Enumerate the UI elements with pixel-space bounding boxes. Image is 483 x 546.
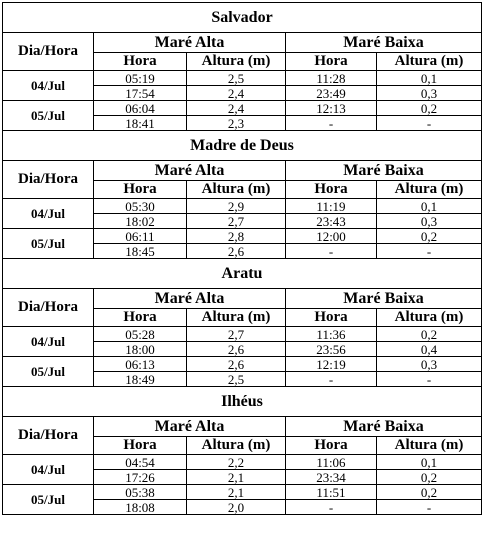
baixa-hora-header: Hora <box>286 53 377 71</box>
alta-altura-cell: 2,7 <box>187 327 286 342</box>
alta-altura-header: Altura (m) <box>187 437 286 455</box>
alta-altura-cell: 2,3 <box>187 116 286 131</box>
mare-baixa-header: Maré Baixa <box>286 161 482 181</box>
baixa-hora-cell: 12:00 <box>286 229 377 244</box>
group-header-row <box>3 417 482 437</box>
alta-altura-header: Altura (m) <box>187 309 286 327</box>
group-header-row <box>3 289 482 309</box>
group-header-row <box>3 33 482 53</box>
day-label: 04/Jul <box>3 71 94 101</box>
baixa-altura-header: Altura (m) <box>377 181 482 199</box>
alta-altura-cell: 2,6 <box>187 342 286 357</box>
baixa-altura-cell: 0,3 <box>377 214 482 229</box>
baixa-altura-cell: 0,3 <box>377 357 482 372</box>
baixa-hora-header: Hora <box>286 181 377 199</box>
baixa-altura-cell: 0,2 <box>377 101 482 116</box>
table-row <box>3 71 482 86</box>
baixa-hora-cell: 23:56 <box>286 342 377 357</box>
mare-alta-header: Maré Alta <box>94 417 286 437</box>
alta-altura-cell: 2,2 <box>187 455 286 470</box>
alta-hora-cell: 18:45 <box>94 244 187 259</box>
mare-alta-header: Maré Alta <box>94 161 286 181</box>
baixa-altura-cell: 0,1 <box>377 71 482 86</box>
day-label: 05/Jul <box>3 101 94 131</box>
tide-table-container <box>2 2 481 515</box>
group-header-row <box>3 161 482 181</box>
day-label: 04/Jul <box>3 327 94 357</box>
baixa-altura-header: Altura (m) <box>377 53 482 71</box>
alta-hora-cell: 05:38 <box>94 485 187 500</box>
alta-altura-cell: 2,8 <box>187 229 286 244</box>
baixa-hora-cell: 11:36 <box>286 327 377 342</box>
alta-altura-cell: 2,6 <box>187 357 286 372</box>
alta-hora-cell: 06:13 <box>94 357 187 372</box>
alta-altura-header: Altura (m) <box>187 53 286 71</box>
baixa-altura-cell: 0,2 <box>377 229 482 244</box>
baixa-hora-header: Hora <box>286 437 377 455</box>
day-label: 04/Jul <box>3 199 94 229</box>
mare-alta-header: Maré Alta <box>94 289 286 309</box>
alta-hora-header: Hora <box>94 181 187 199</box>
table-row <box>3 357 482 372</box>
alta-altura-cell: 2,4 <box>187 86 286 101</box>
baixa-hora-cell: 11:51 <box>286 485 377 500</box>
alta-altura-cell: 2,0 <box>187 500 286 515</box>
location-name: Madre de Deus <box>3 131 482 161</box>
alta-hora-cell: 04:54 <box>94 455 187 470</box>
baixa-hora-cell: - <box>286 244 377 259</box>
baixa-hora-cell: - <box>286 116 377 131</box>
baixa-hora-cell: 11:06 <box>286 455 377 470</box>
alta-altura-cell: 2,9 <box>187 199 286 214</box>
alta-hora-cell: 18:49 <box>94 372 187 387</box>
alta-altura-cell: 2,5 <box>187 71 286 86</box>
baixa-altura-header: Altura (m) <box>377 309 482 327</box>
baixa-altura-cell: - <box>377 500 482 515</box>
alta-altura-cell: 2,4 <box>187 101 286 116</box>
location-name: Salvador <box>3 3 482 33</box>
table-row <box>3 229 482 244</box>
day-label: 05/Jul <box>3 357 94 387</box>
day-label: 05/Jul <box>3 229 94 259</box>
table-row <box>3 455 482 470</box>
location-name: Aratu <box>3 259 482 289</box>
baixa-altura-cell: 0,1 <box>377 199 482 214</box>
baixa-altura-cell: 0,2 <box>377 327 482 342</box>
alta-altura-header: Altura (m) <box>187 181 286 199</box>
dia-hora-header: Dia/Hora <box>3 289 94 327</box>
baixa-altura-header: Altura (m) <box>377 437 482 455</box>
alta-hora-cell: 17:26 <box>94 470 187 485</box>
location-title-row <box>3 259 482 289</box>
table-row <box>3 485 482 500</box>
location-title-row <box>3 131 482 161</box>
alta-hora-header: Hora <box>94 309 187 327</box>
baixa-hora-cell: 11:28 <box>286 71 377 86</box>
baixa-hora-cell: 12:19 <box>286 357 377 372</box>
baixa-hora-cell: 11:19 <box>286 199 377 214</box>
mare-alta-header: Maré Alta <box>94 33 286 53</box>
dia-hora-header: Dia/Hora <box>3 33 94 71</box>
dia-hora-header: Dia/Hora <box>3 161 94 199</box>
baixa-altura-cell: - <box>377 372 482 387</box>
baixa-altura-cell: 0,4 <box>377 342 482 357</box>
day-label: 05/Jul <box>3 485 94 515</box>
location-name: Ilhéus <box>3 387 482 417</box>
baixa-hora-cell: 12:13 <box>286 101 377 116</box>
baixa-altura-cell: 0,3 <box>377 86 482 101</box>
alta-altura-cell: 2,1 <box>187 485 286 500</box>
alta-hora-cell: 17:54 <box>94 86 187 101</box>
alta-altura-cell: 2,6 <box>187 244 286 259</box>
baixa-hora-cell: 23:34 <box>286 470 377 485</box>
alta-hora-cell: 06:11 <box>94 229 187 244</box>
day-label: 04/Jul <box>3 455 94 485</box>
alta-hora-cell: 18:08 <box>94 500 187 515</box>
alta-hora-cell: 18:02 <box>94 214 187 229</box>
alta-hora-cell: 05:30 <box>94 199 187 214</box>
mare-baixa-header: Maré Baixa <box>286 33 482 53</box>
alta-hora-cell: 05:19 <box>94 71 187 86</box>
baixa-hora-cell: 23:49 <box>286 86 377 101</box>
tide-table <box>2 2 482 515</box>
alta-altura-cell: 2,7 <box>187 214 286 229</box>
baixa-altura-cell: 0,2 <box>377 485 482 500</box>
baixa-altura-cell: 0,1 <box>377 455 482 470</box>
table-row <box>3 327 482 342</box>
baixa-altura-cell: - <box>377 116 482 131</box>
dia-hora-header: Dia/Hora <box>3 417 94 455</box>
alta-hora-header: Hora <box>94 53 187 71</box>
baixa-hora-cell: - <box>286 372 377 387</box>
location-title-row <box>3 387 482 417</box>
baixa-hora-cell: - <box>286 500 377 515</box>
table-row <box>3 199 482 214</box>
alta-hora-cell: 06:04 <box>94 101 187 116</box>
alta-hora-cell: 18:00 <box>94 342 187 357</box>
alta-hora-cell: 18:41 <box>94 116 187 131</box>
location-title-row <box>3 3 482 33</box>
alta-hora-cell: 05:28 <box>94 327 187 342</box>
alta-altura-cell: 2,5 <box>187 372 286 387</box>
alta-altura-cell: 2,1 <box>187 470 286 485</box>
baixa-hora-cell: 23:43 <box>286 214 377 229</box>
mare-baixa-header: Maré Baixa <box>286 417 482 437</box>
alta-hora-header: Hora <box>94 437 187 455</box>
mare-baixa-header: Maré Baixa <box>286 289 482 309</box>
baixa-altura-cell: - <box>377 244 482 259</box>
table-row <box>3 101 482 116</box>
baixa-altura-cell: 0,2 <box>377 470 482 485</box>
baixa-hora-header: Hora <box>286 309 377 327</box>
